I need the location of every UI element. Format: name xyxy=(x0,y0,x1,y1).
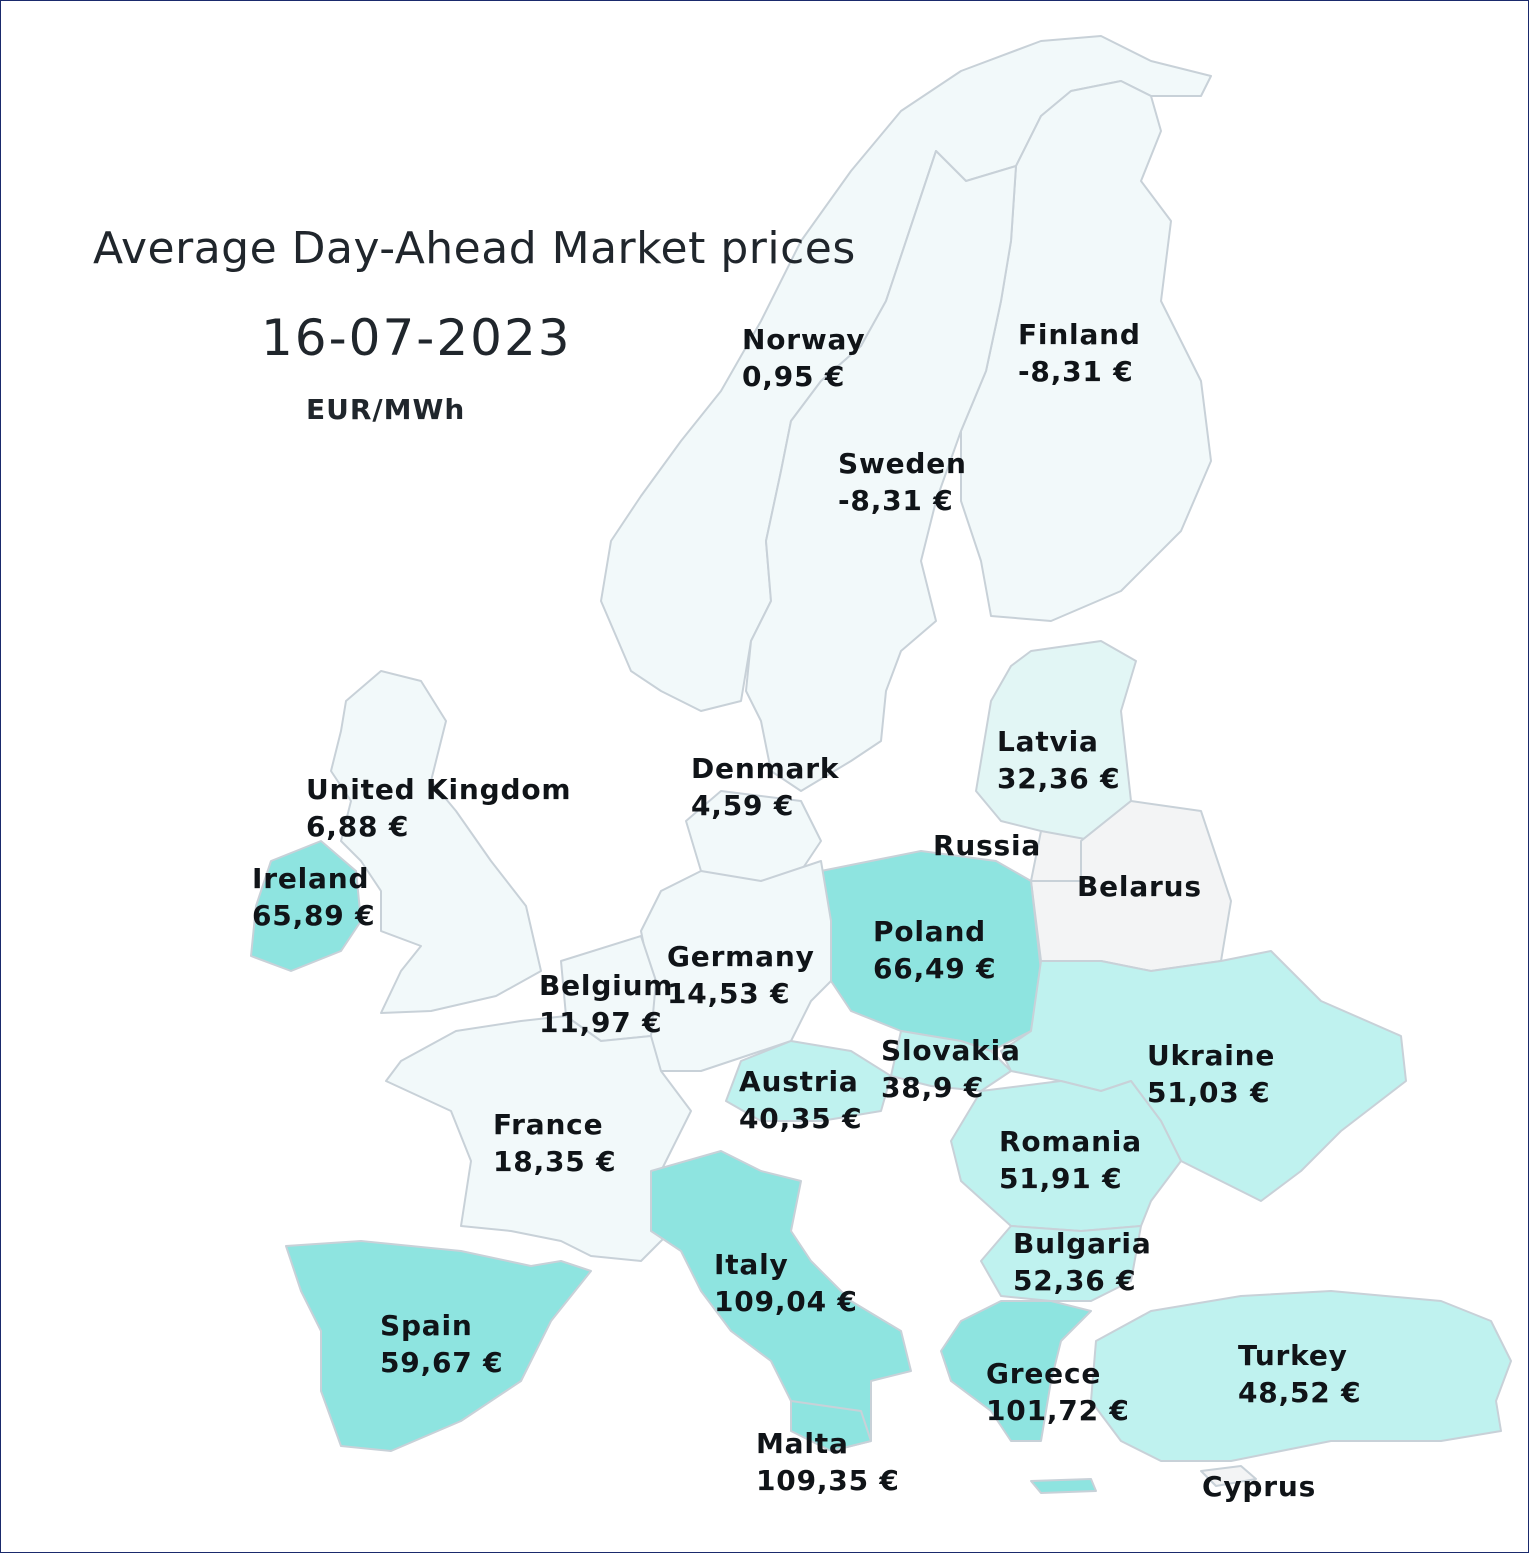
country-name: Ireland xyxy=(252,862,370,895)
country-shape-crete xyxy=(1031,1479,1096,1493)
country-price: -8,31 € xyxy=(838,484,954,517)
country-name: Latvia xyxy=(997,725,1099,758)
label-france xyxy=(493,1106,616,1180)
map-unit: EUR/MWh xyxy=(306,393,466,426)
country-price: 59,67 € xyxy=(380,1346,504,1379)
country-price: 52,36 € xyxy=(1013,1264,1137,1297)
country-price: 101,72 € xyxy=(986,1394,1130,1427)
label-finland xyxy=(1018,316,1141,390)
country-price: 32,36 € xyxy=(997,762,1121,795)
country-price: 6,88 € xyxy=(306,810,410,843)
country-price: 51,91 € xyxy=(999,1162,1123,1195)
country-name: Slovakia xyxy=(881,1034,1021,1067)
country-price: -8,31 € xyxy=(1018,355,1134,388)
country-name: Ukraine xyxy=(1147,1039,1276,1072)
country-price: 109,35 € xyxy=(756,1464,900,1497)
country-name: Belarus xyxy=(1077,870,1202,903)
country-price: 38,9 € xyxy=(881,1071,985,1104)
country-name: Romania xyxy=(999,1125,1142,1158)
label-ukraine xyxy=(1147,1037,1275,1111)
country-price: 51,03 € xyxy=(1147,1076,1271,1109)
country-name: Denmark xyxy=(691,752,840,785)
country-price: 48,52 € xyxy=(1238,1376,1362,1409)
country-price: 4,59 € xyxy=(691,789,795,822)
label-united-kingdom xyxy=(306,771,571,845)
country-name: Turkey xyxy=(1238,1339,1348,1372)
label-russia xyxy=(933,827,1041,864)
label-poland xyxy=(873,913,996,987)
label-latvia xyxy=(997,723,1120,797)
country-name: Sweden xyxy=(838,447,967,480)
label-norway xyxy=(742,321,865,395)
label-belgium xyxy=(539,967,673,1041)
label-romania xyxy=(999,1123,1142,1197)
country-name: Bulgaria xyxy=(1013,1227,1152,1260)
label-sweden xyxy=(838,445,967,519)
country-price: 18,35 € xyxy=(493,1145,617,1178)
label-malta xyxy=(756,1425,900,1499)
label-italy xyxy=(714,1246,858,1320)
country-name: Russia xyxy=(933,829,1042,862)
country-price: 65,89 € xyxy=(252,899,376,932)
country-price: 109,04 € xyxy=(714,1285,858,1318)
label-turkey xyxy=(1238,1337,1361,1411)
country-name: Cyprus xyxy=(1202,1470,1317,1503)
country-name: Belgium xyxy=(539,969,674,1002)
country-price: 66,49 € xyxy=(873,952,997,985)
country-name: Poland xyxy=(873,915,987,948)
country-price: 0,95 € xyxy=(742,360,846,393)
label-cyprus xyxy=(1202,1468,1316,1505)
country-name: Austria xyxy=(739,1065,859,1098)
country-name: Norway xyxy=(742,323,866,356)
country-price: 40,35 € xyxy=(739,1102,863,1135)
country-name: Finland xyxy=(1018,318,1141,351)
country-name: Spain xyxy=(380,1309,473,1342)
label-germany xyxy=(667,938,815,1012)
country-name: Italy xyxy=(714,1248,789,1281)
country-price: 14,53 € xyxy=(667,977,791,1010)
label-ireland xyxy=(252,860,375,934)
country-name: United Kingdom xyxy=(306,773,572,806)
country-name: Malta xyxy=(756,1427,849,1460)
country-name: Germany xyxy=(667,940,815,973)
label-slovakia xyxy=(881,1032,1021,1106)
map-date: 16-07-2023 xyxy=(261,309,572,367)
country-price: 11,97 € xyxy=(539,1006,663,1039)
map-title: Average Day-Ahead Market prices xyxy=(93,223,856,274)
country-name: Greece xyxy=(986,1357,1102,1390)
country-name: France xyxy=(493,1108,604,1141)
label-greece xyxy=(986,1355,1130,1429)
label-bulgaria xyxy=(1013,1225,1152,1299)
label-spain xyxy=(380,1307,503,1381)
label-austria xyxy=(739,1063,862,1137)
label-denmark xyxy=(691,750,839,824)
label-belarus xyxy=(1077,868,1202,905)
